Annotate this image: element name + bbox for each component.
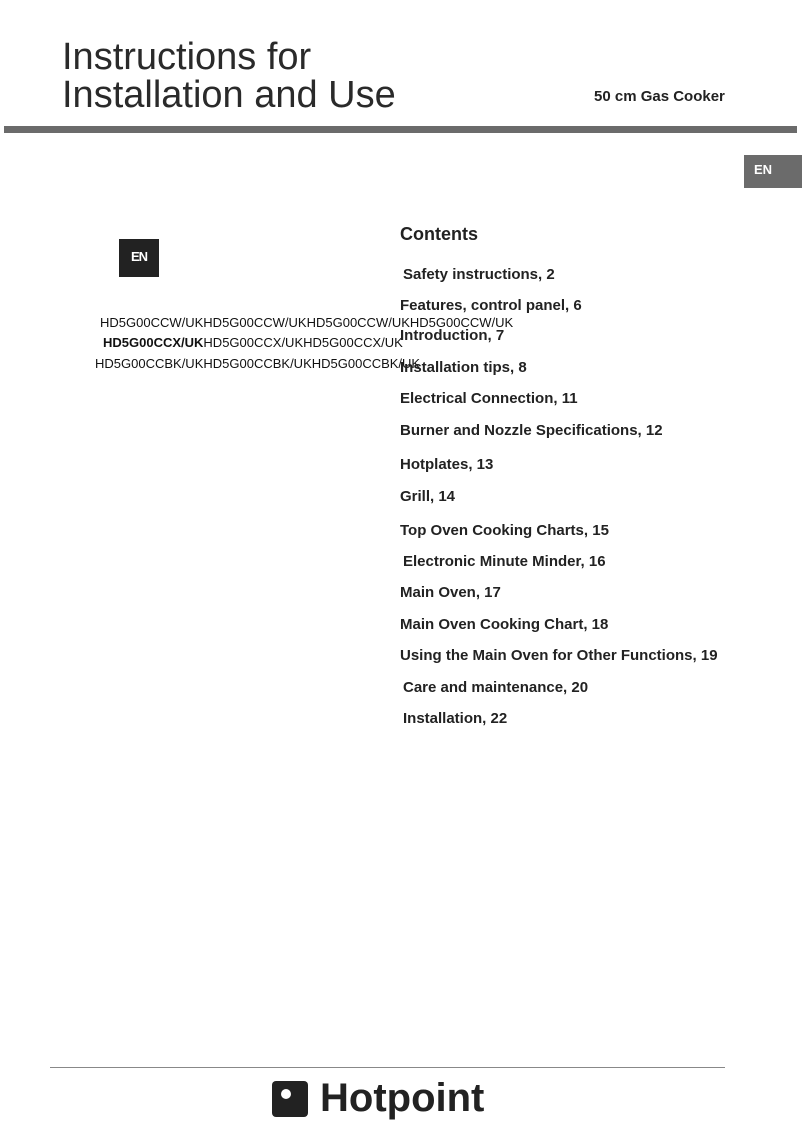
model-list-line bbox=[103, 335, 403, 350]
product-subtitle: 50 cm Gas Cooker bbox=[594, 88, 725, 105]
model-list-line: HD5G00CCW/UKHD5G00CCW/UKHD5G00CCW/UKHD5G00CCW/UK bbox=[100, 315, 514, 330]
toc-entry: Installation, 22 bbox=[403, 710, 508, 727]
language-tab: EN bbox=[744, 155, 802, 188]
toc-entry: Care and maintenance, 20 bbox=[403, 679, 589, 696]
model-list-line: HD5G00CCBK/UKHD5G00CCBK/UKHD5G00CCBK/UK bbox=[95, 356, 421, 371]
toc-entry: Using the Main Oven for Other Functions, 19 bbox=[400, 647, 718, 664]
toc-entry: Electrical Connection, 11 bbox=[400, 390, 578, 407]
footer-divider bbox=[50, 1067, 725, 1068]
document-title bbox=[62, 38, 396, 114]
toc-entry: Features, control panel, 6 bbox=[400, 297, 582, 314]
toc-entry: Safety instructions, 2 bbox=[403, 266, 555, 283]
hotpoint-logo-icon bbox=[272, 1081, 308, 1117]
toc-entry: Installation tips, 8 bbox=[400, 359, 527, 376]
title-line-1: Instructions for bbox=[62, 36, 312, 78]
toc-entry: Burner and Nozzle Specifications, 12 bbox=[400, 422, 663, 439]
model-bold: HD5G00CCX/UK bbox=[103, 335, 204, 350]
toc-entry: Electronic Minute Minder, 16 bbox=[403, 553, 606, 570]
toc-entry: Main Oven, 17 bbox=[400, 584, 501, 601]
toc-entry: Main Oven Cooking Chart, 18 bbox=[400, 616, 609, 633]
hotpoint-logo bbox=[272, 1076, 484, 1121]
title-line-2: Installation and Use bbox=[62, 74, 396, 116]
language-box: EN bbox=[119, 239, 159, 277]
toc-entry: Hotplates, 13 bbox=[400, 456, 494, 473]
toc-entry: Top Oven Cooking Charts, 15 bbox=[400, 522, 609, 539]
brand-name: Hotpoint bbox=[320, 1076, 485, 1120]
contents-heading: Contents bbox=[400, 224, 478, 244]
toc-entry: Grill, 14 bbox=[400, 488, 456, 505]
toc-entry: Introduction, 7 bbox=[400, 327, 505, 344]
header-divider bbox=[4, 126, 797, 133]
model-rest: HD5G00CCX/UKHD5G00CCX/UK bbox=[203, 335, 403, 350]
